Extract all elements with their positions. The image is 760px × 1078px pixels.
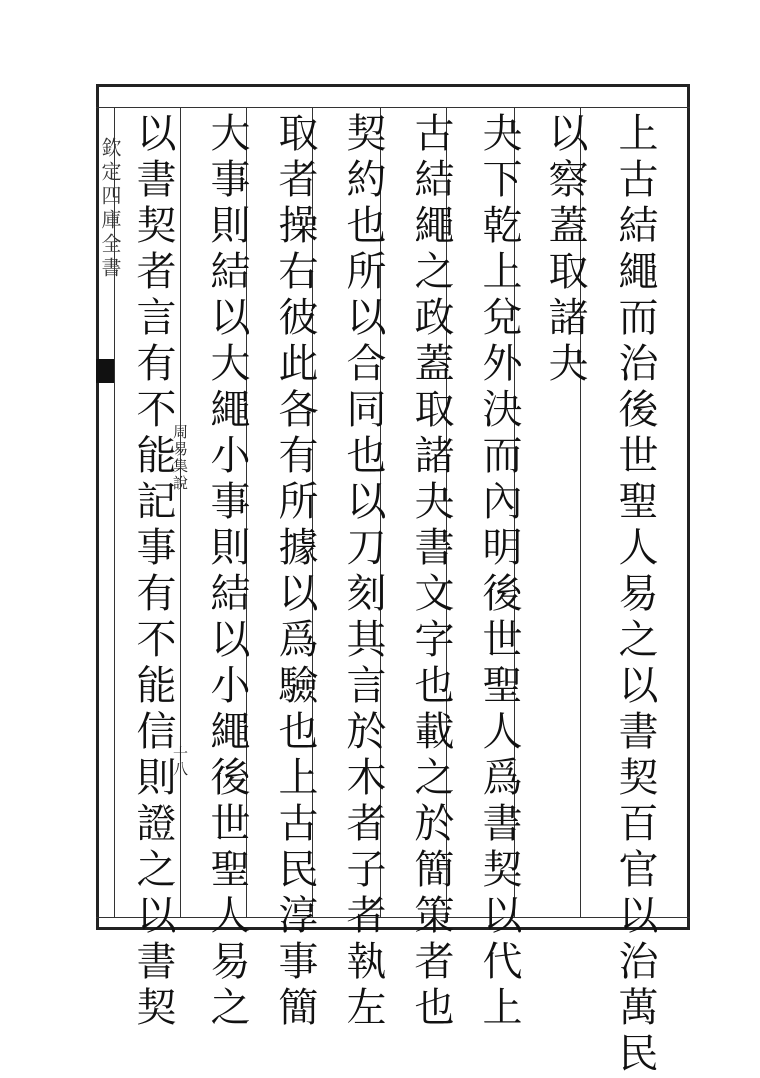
collection-title: 欽定四庫全書 xyxy=(98,137,122,281)
text-column-6: 取者操右彼此各有所據以爲驗也上古民淳事簡 xyxy=(272,112,318,1032)
top-rule xyxy=(96,107,690,108)
fishtail-mark xyxy=(96,359,114,383)
page-frame xyxy=(96,84,690,1078)
text-column-5: 契約也所以合同也以刀刻其言於木者子者執左 xyxy=(340,112,386,1032)
text-column-7: 大事則結以大繩小事則結以小繩後世聖人易之 xyxy=(204,112,250,1032)
text-column-8: 以書契者言有不能記事有不能信則證之以書契 xyxy=(130,112,176,1032)
page-number: 十八 xyxy=(171,746,189,776)
margin-strip xyxy=(96,107,122,918)
book-name: 周易集說 xyxy=(171,424,189,492)
text-column-1: 上古結繩而治後世聖人易之以書契百官以治萬民 xyxy=(612,112,658,1078)
text-column-3: 夬下乾上兌外決而內明後世聖人爲書契以代上 xyxy=(476,112,522,1032)
text-column-2: 以察蓋取諸夬 xyxy=(542,112,588,388)
text-column-4: 古結繩之政蓋取諸夬書文字也載之於簡策者也 xyxy=(408,112,454,1032)
